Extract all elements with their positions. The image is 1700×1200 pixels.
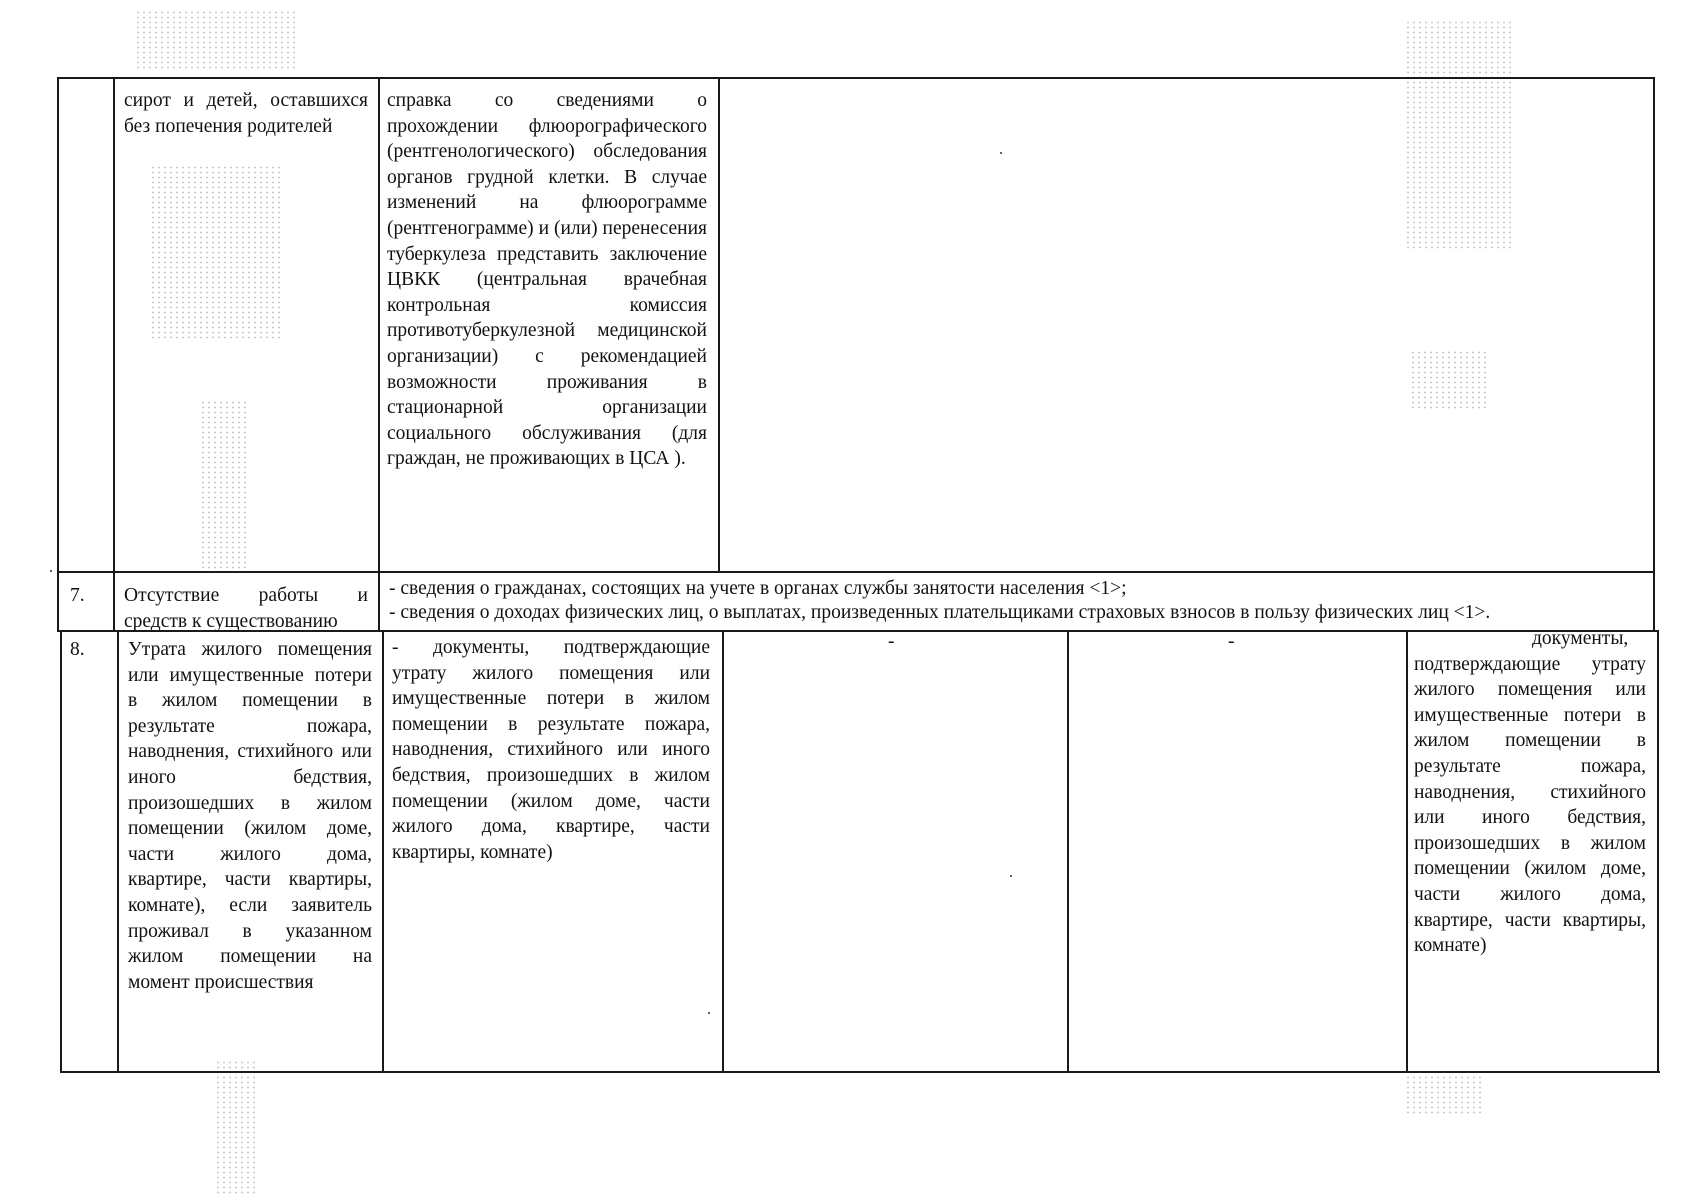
row8-col6-documents: документы, подтверждающие утрату жилого помещения или имущественные потери в жилом помещении в результате пожара, наводнения, стихийного или иного бедствия, произошедших в жилом помещении (жилом доме, части жилого дома, квартире, части квартиры, комнате): [1414, 628, 1646, 957]
scan-speck: [1010, 875, 1012, 877]
scan-speck: [1000, 152, 1002, 154]
row7-doc-line1: - сведения о гражданах, состоящих на учете в органах службы занятости населения <1>;: [389, 578, 1127, 599]
scan-noise: [215, 1060, 255, 1195]
row6-documents: справка со сведениями о прохождении флюорографического (рентгенологического) обследования органов грудной клетки. В случае изменений на флюорограмме (рентгенограмме) и (или) перенесения туберкулеза представить заключение ЦВКК (центральная врачебная контрольная комиссия противотуберкулезной медицинской организации) с рекомендацией возможности проживания в стационарной организации социального обслуживания (для граждан, не проживающих в ЦСА ).: [387, 90, 707, 470]
row8-category: Утрата жилого помещения или имущественные потери в жилом помещении в результате пожара, наводнения, стихийного или иного бедствия, произошедших в жилом помещении (жилом доме, части жилого дома, квартире, части квартиры, комнате), если заявитель проживал в указанном жилом помещении на момент происшествия: [128, 639, 372, 993]
row6-category: сирот и детей, оставшихся без попечения родителей: [124, 90, 368, 137]
row7-category-line1: Отсутствие работы и: [124, 585, 368, 606]
scan-noise: [1405, 20, 1515, 250]
scan-speck: [708, 1012, 710, 1014]
row8-col5-value: -: [1228, 631, 1235, 652]
scan-speck: [50, 570, 52, 572]
row8-number: 8.: [70, 639, 85, 660]
row7-number: 7.: [70, 585, 85, 606]
scan-noise: [135, 10, 295, 70]
row7-category: [124, 583, 368, 634]
row8-documents: - документы, подтверждающие утрату жилого помещения или имущественные потери в жилом помещении в результате пожара, наводнения, стихийного или иного бедствия, произошедших в жилом помещении (жилом доме, части жилого дома, квартире, части квартиры, комнате): [392, 637, 710, 863]
scan-noise: [150, 165, 280, 340]
row7-doc-line2: - сведения о доходах физических лиц, о выплатах, произведенных плательщиками страховых взносов в пользу физических лиц <1>.: [389, 602, 1491, 623]
row8-col4-value: -: [888, 631, 895, 652]
scan-noise: [1410, 350, 1490, 410]
scan-noise: [200, 400, 250, 570]
scan-noise: [1405, 1075, 1485, 1115]
row7-category-line2: средств к существованию: [124, 610, 338, 632]
